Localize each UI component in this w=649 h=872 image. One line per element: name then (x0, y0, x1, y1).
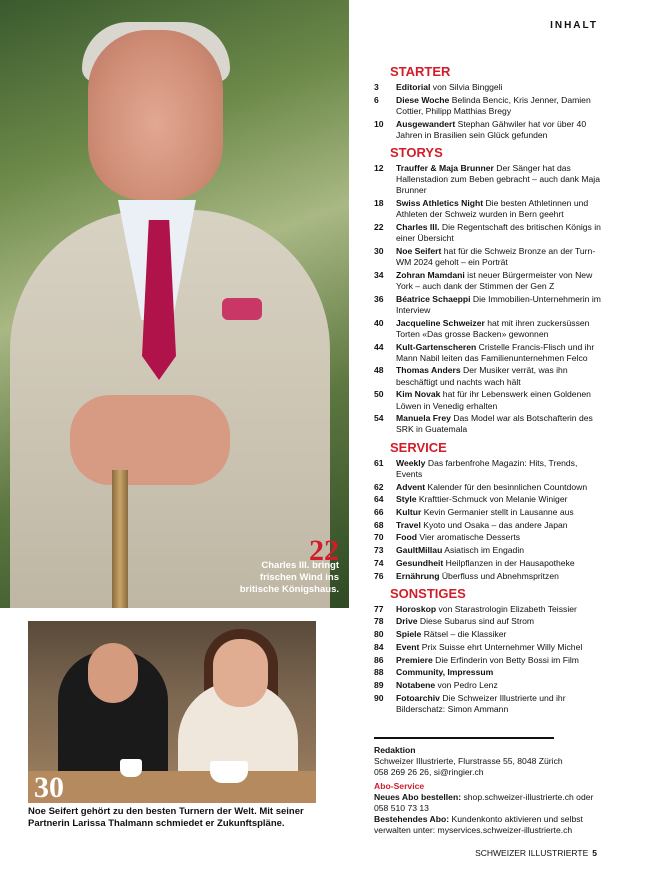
toc-page-number: 48 (374, 365, 384, 376)
toc-entry-text (396, 558, 604, 569)
toc-entry-text (396, 680, 604, 691)
toc-entry-text (396, 494, 604, 505)
toc-page-number: 86 (374, 654, 384, 665)
toc-entry-description: Belinda Bencic, Kris Jenner, Damien Cottier, Philipp Matthias Bregy (396, 94, 591, 116)
toc-entry-description: Rätsel – die Klassiker (421, 629, 507, 640)
page-footer (475, 848, 597, 858)
new-abo-label: Neues Abo bestellen: (374, 792, 462, 802)
toc-entry-description: Das Model war als Botschafterin des SRK in Guatemala (396, 413, 593, 435)
toc-entry-description: Kalender für den besinnlichen Countdown (425, 481, 588, 492)
toc-entry[interactable] (374, 198, 604, 220)
toc-entry[interactable] (374, 82, 604, 93)
toc-page-number: 62 (374, 481, 384, 492)
toc-page-number: 34 (374, 269, 384, 280)
redaktion-box (374, 737, 604, 836)
toc-entry-description: Kyoto und Osaka – das andere Japan (420, 519, 568, 530)
toc-entry-keyword: Béatrice Schaeppi (396, 293, 471, 304)
toc-entry-text (396, 482, 604, 493)
toc-entry-keyword: Notabene (396, 679, 436, 690)
toc-entry-description: hat mit ihren zuckersüssen Torten «Das grosse Backen» gewonnen (396, 317, 590, 339)
photo-caption: Charles III. bringt frischen Wind ins britische Königshaus. (239, 560, 339, 595)
toc-entry-description: Der Sänger hat das Hallenstadion zum Beben gebracht – auch dank Maja Brunner (396, 163, 600, 196)
toc-entry-keyword: Drive (396, 616, 418, 627)
toc-page-number: 30 (374, 245, 384, 256)
toc-entry[interactable] (374, 342, 604, 364)
toc-page-number: 78 (374, 616, 384, 627)
toc-page-number: 6 (374, 94, 379, 105)
table-of-contents (374, 64, 604, 719)
toc-entry-description: hat für ihr Lebenswerk einen Goldenen Löwen in Venedig erhalten (396, 389, 591, 411)
toc-entry-description: Der Musiker verrät, was ihn beschäftigt und nachts wach hält (396, 365, 568, 387)
toc-entry-description: Überfluss und Abnehmspritzen (439, 570, 559, 581)
toc-entry-text (396, 642, 604, 653)
section-header: INHALT (550, 20, 598, 31)
toc-entry[interactable] (374, 558, 604, 569)
toc-section-title: SERVICE (390, 439, 447, 455)
toc-entry-description: von Silvia Binggeli (430, 82, 503, 92)
toc-entry[interactable] (374, 507, 604, 518)
toc-entry-keyword: Trauffer & Maja Brunner (396, 163, 494, 174)
existing-abo-text[interactable]: Kundenkonto aktivieren und selbst verwalten unter: myservices.schweizer-illustrierte.ch (374, 814, 583, 835)
toc-entry-keyword: Spiele (396, 629, 422, 640)
toc-entry[interactable] (374, 222, 604, 244)
existing-abo-line (374, 814, 604, 836)
toc-page-number: 77 (374, 603, 384, 614)
toc-section-title: SONSTIGES (390, 585, 466, 601)
toc-entry-text (396, 616, 604, 627)
toc-page-number: 90 (374, 692, 384, 703)
toc-entry-text (396, 629, 604, 640)
toc-page-number: 3 (374, 82, 379, 92)
toc-entry-keyword: Event (396, 641, 420, 652)
toc-entry-text (396, 604, 604, 615)
toc-entry[interactable] (374, 365, 604, 387)
toc-entry-keyword: Community, Impressum (396, 667, 494, 678)
toc-section (374, 145, 604, 436)
toc-entry-text (396, 532, 604, 543)
toc-entry-description: Die Regentschaft des britischen Königs in einer Übersicht (396, 222, 601, 244)
toc-entry[interactable] (374, 629, 604, 640)
toc-entry-text (396, 655, 604, 666)
toc-entry-keyword: Editorial (396, 82, 431, 92)
toc-entry[interactable] (374, 667, 604, 678)
toc-section (374, 64, 604, 141)
toc-entry-description: Krafttier-Schmuck von Melanie Winiger (416, 494, 568, 505)
redaktion-contact: 058 269 26 26, si@ringier.ch (374, 767, 484, 777)
toc-entry-keyword: Advent (396, 481, 426, 492)
toc-entry[interactable] (374, 642, 604, 653)
toc-page-number: 80 (374, 629, 384, 640)
toc-entry-keyword: Style (396, 494, 417, 505)
toc-entry-text (396, 458, 604, 480)
photo-noe-seifert (28, 621, 316, 803)
toc-entry[interactable] (374, 389, 604, 411)
toc-entry-description: Asiatisch im Engadin (442, 545, 525, 556)
toc-entry-text (396, 270, 604, 292)
toc-page-number: 36 (374, 293, 384, 304)
toc-entry-description: hat für die Schweiz Bronze an der Turn-WM 2024 geholt – ein Porträt (396, 245, 596, 268)
toc-entry[interactable] (374, 655, 604, 666)
toc-entry-keyword: Travel (396, 519, 421, 530)
toc-entry-keyword: Ernährung (396, 570, 440, 581)
new-abo-text[interactable]: shop.schweizer-illustrierte.ch oder 058 510 73 13 (374, 792, 594, 813)
toc-entry-keyword: Kult-Gartenscheren (396, 341, 477, 352)
toc-page-number: 70 (374, 532, 384, 543)
toc-entry[interactable] (374, 318, 604, 340)
toc-entry-text (396, 342, 604, 364)
toc-page-number: 12 (374, 163, 384, 174)
toc-entry[interactable] (374, 494, 604, 505)
cover-photo-charles (0, 0, 349, 608)
toc-entry-text (396, 365, 604, 387)
toc-entry[interactable] (374, 458, 604, 480)
toc-entry[interactable] (374, 693, 604, 715)
toc-entry-description: Die Erfinderin von Betty Bossi im Film (432, 654, 579, 665)
toc-entry-keyword: Kultur (396, 507, 422, 517)
toc-entry-keyword: Diese Woche (396, 94, 450, 105)
toc-entry-text (396, 95, 604, 117)
photo-caption: Noe Seifert gehört zu den besten Turnern der Welt. Mit seiner Partnerin Larissa Thalmann schmiedet er Zukunftspläne. (28, 806, 304, 829)
toc-entry[interactable] (374, 163, 604, 197)
toc-entry-keyword: Noe Seifert (396, 245, 442, 256)
toc-entry-keyword: Kim Novak (396, 389, 441, 400)
toc-entry-text (396, 693, 604, 715)
toc-entry-description: Die besten Athletinnen und Athleten der Schweiz wurden in Bern geehrt (396, 198, 589, 220)
toc-page-number: 76 (374, 570, 384, 581)
toc-entry-text (396, 507, 604, 518)
toc-entry-description: Die Immobilien-Unternehmerin im Interview (396, 293, 601, 315)
toc-page-number: 44 (374, 341, 384, 352)
toc-entry-keyword: Gesundheit (396, 557, 444, 568)
toc-page-number: 18 (374, 198, 384, 209)
toc-entry-text (396, 413, 604, 435)
toc-page-number: 68 (374, 519, 384, 530)
toc-entry[interactable] (374, 482, 604, 493)
toc-entry-text (396, 82, 604, 93)
toc-page-number: 61 (374, 457, 384, 468)
toc-entry-keyword: Zohran Mamdani (396, 269, 465, 280)
toc-entry-text (396, 198, 604, 220)
toc-page-number: 73 (374, 545, 384, 556)
redaktion-title: Redaktion (374, 745, 416, 755)
toc-entry-description: Stephan Gähwiler hat vor über 40 Jahren in Brasilien sein Glück gefunden (396, 118, 587, 140)
toc-page-number: 66 (374, 507, 384, 517)
toc-entry-description: Prix Suisse ehrt Unternehmer Willy Michel (419, 641, 583, 652)
toc-page-number: 40 (374, 317, 384, 328)
toc-entry-text (396, 222, 604, 244)
toc-page-number: 84 (374, 641, 384, 652)
toc-entry[interactable] (374, 413, 604, 435)
photo-page-number: 30 (34, 771, 64, 803)
toc-entry-keyword: Ausgewandert (396, 118, 456, 129)
redaktion-address: Schweizer Illustrierte, Flurstrasse 55, 8048 Zürich (374, 756, 563, 766)
toc-entry-description: von Starastrologin Elizabeth Teissier (436, 603, 577, 614)
toc-entry-description: Heilpflanzen in der Hausapotheke (443, 557, 575, 568)
toc-page-number: 88 (374, 667, 384, 678)
toc-page-number: 22 (374, 222, 384, 233)
toc-entry-description: Diese Subarus sind auf Strom (417, 616, 535, 627)
toc-page-number: 54 (374, 413, 384, 424)
toc-entry-text (396, 389, 604, 411)
toc-entry-keyword: Charles III. (396, 222, 440, 233)
toc-entry[interactable] (374, 545, 604, 556)
toc-entry[interactable] (374, 270, 604, 292)
toc-entry-keyword: Jacqueline Schweizer (396, 317, 485, 328)
toc-entry-description: ist neuer Bürgermeister von New York – auch dank der Stimmen der Gen Z (396, 269, 593, 292)
toc-section-title: STORYS (390, 145, 443, 161)
toc-entry-description: Die Schweizer Illustrierte und ihr Bilderschatz: Simon Ammann (396, 692, 566, 714)
toc-entry-keyword: Food (396, 532, 417, 543)
toc-entry[interactable] (374, 246, 604, 268)
toc-entry-keyword: GaultMillau (396, 545, 443, 556)
toc-page-number: 74 (374, 557, 384, 568)
toc-section-title: STARTER (390, 64, 451, 79)
toc-section (374, 440, 604, 582)
photo-page-number: 22 (309, 534, 339, 567)
toc-page-number: 50 (374, 389, 384, 400)
page-number: 5 (592, 848, 597, 858)
toc-entry[interactable] (374, 294, 604, 316)
new-abo-line (374, 792, 604, 814)
toc-entry-text (396, 667, 604, 678)
toc-entry-keyword: Weekly (396, 457, 426, 468)
toc-entry-text (396, 246, 604, 268)
magazine-name: SCHWEIZER ILLUSTRIERTE (475, 848, 589, 858)
toc-section (374, 586, 604, 715)
toc-entry-description: Vier aromatische Desserts (417, 532, 521, 543)
toc-entry-description: von Pedro Lenz (435, 679, 498, 690)
toc-entry[interactable] (374, 532, 604, 543)
toc-entry-keyword: Premiere (396, 654, 433, 665)
toc-page-number: 10 (374, 118, 384, 129)
toc-entry-text (396, 119, 604, 141)
toc-page-number: 89 (374, 679, 384, 690)
toc-entry-text (396, 294, 604, 316)
abo-title: Abo-Service (374, 781, 425, 791)
toc-entry[interactable] (374, 520, 604, 531)
toc-entry-text (396, 163, 604, 197)
toc-entry-keyword: Manuela Frey (396, 413, 451, 424)
toc-entry[interactable] (374, 680, 604, 691)
toc-entry-description: Cristelle Francis-Flisch und ihr Mann Nabil leiten das Familienunternehmen Felco (396, 341, 595, 363)
toc-entry-description: Das farbenfrohe Magazin: Hits, Trends, Events (396, 457, 578, 479)
toc-entry-keyword: Fotoarchiv (396, 692, 440, 703)
toc-page-number: 64 (374, 494, 384, 505)
toc-entry[interactable] (374, 604, 604, 615)
toc-entry-text (396, 571, 604, 582)
toc-entry-keyword: Horoskop (396, 603, 437, 614)
toc-entry-keyword: Swiss Athletics Night (396, 198, 484, 209)
existing-abo-label: Bestehendes Abo: (374, 814, 450, 824)
toc-entry[interactable] (374, 119, 604, 141)
toc-entry-keyword: Thomas Anders (396, 365, 461, 376)
toc-entry[interactable] (374, 616, 604, 627)
toc-entry[interactable] (374, 95, 604, 117)
toc-entry-text (396, 318, 604, 340)
toc-entry[interactable] (374, 571, 604, 582)
toc-entry-text (396, 520, 604, 531)
toc-entry-description: Kevin Germanier stellt in Lausanne aus (421, 507, 574, 517)
toc-entry-text (396, 545, 604, 556)
